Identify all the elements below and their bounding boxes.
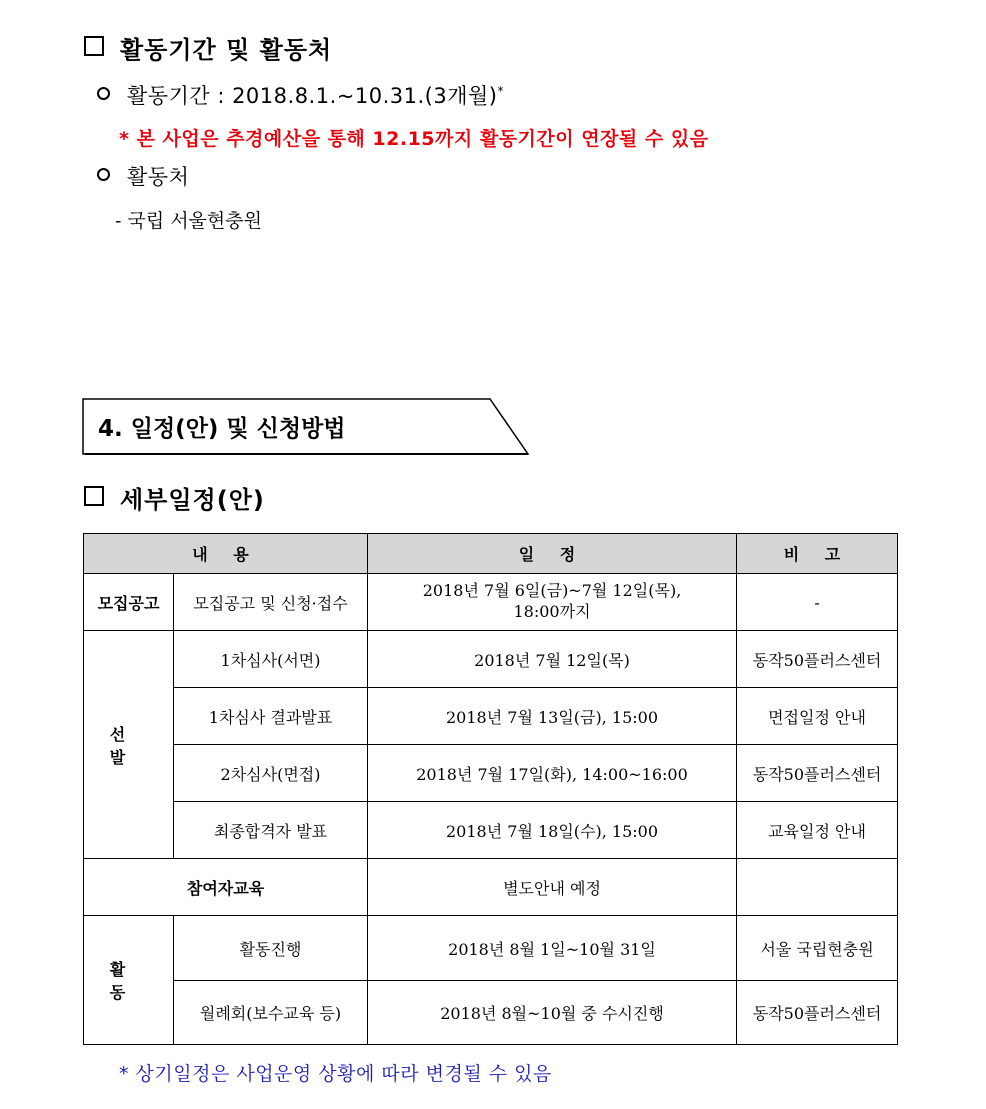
table-row (84, 802, 898, 859)
row-note: 면접일정 안내 (737, 688, 898, 745)
activity-period-mark: * (497, 84, 504, 98)
row-note: 동작50플러스센터 (737, 981, 898, 1045)
header-note: 비 고 (737, 534, 898, 574)
row-note: 동작50플러스센터 (737, 631, 898, 688)
group-recruit: 모집공고 (84, 574, 174, 631)
header-content: 내 용 (84, 534, 368, 574)
table-row (84, 859, 898, 916)
row-note: 동작50플러스센터 (737, 745, 898, 802)
row-date: 2018년 8월 1일~10월 31일 (368, 916, 737, 981)
row-note: 서울 국립현충원 (737, 916, 898, 981)
checkbox-square-icon (84, 36, 104, 56)
schedule-table (83, 533, 898, 1045)
checkbox-square-icon (84, 486, 104, 506)
table-row (84, 574, 898, 631)
schedule-title: 세부일정(안) (120, 486, 265, 514)
section-title-activity: 활동기간 및 활동처 (120, 36, 333, 64)
row-date: 별도안내 예정 (368, 859, 737, 916)
table-row (84, 631, 898, 688)
extension-note: * 본 사업은 추경예산을 통해 12.15까지 활동기간이 연장될 수 있음 (119, 128, 709, 150)
table-row (84, 688, 898, 745)
row-item: 활동진행 (174, 916, 368, 981)
circle-bullet-icon (97, 168, 110, 181)
section4-title: 4. 일정(안) 및 신청방법 (98, 416, 346, 442)
activity-place-item: - 국립 서울현충원 (115, 210, 262, 232)
row-date: 2018년 7월 12일(목) (368, 631, 737, 688)
row-date: 2018년 7월 17일(화), 14:00~16:00 (368, 745, 737, 802)
row-date: 2018년 7월 6일(금)~7월 12일(목), 18:00까지 (368, 574, 737, 631)
row-item-education: 참여자교육 (84, 859, 368, 916)
row-item: 모집공고 및 신청·접수 (174, 574, 368, 631)
row-note: - (737, 574, 898, 631)
row-date: 2018년 7월 13일(금), 15:00 (368, 688, 737, 745)
row-item: 2차심사(면접) (174, 745, 368, 802)
row-item: 월례회(보수교육 등) (174, 981, 368, 1045)
circle-bullet-icon (97, 87, 110, 100)
row-note: 교육일정 안내 (737, 802, 898, 859)
header-date: 일 정 (368, 534, 737, 574)
group-selection: 선 발 (84, 631, 174, 859)
schedule-footnote: * 상기일정은 사업운영 상황에 따라 변경될 수 있음 (119, 1063, 552, 1085)
row-date: 2018년 8월~10월 중 수시진행 (368, 981, 737, 1045)
row-note (737, 859, 898, 916)
table-row (84, 981, 898, 1045)
table-row (84, 745, 898, 802)
table-row (84, 916, 898, 981)
activity-period (127, 80, 504, 110)
row-item: 1차심사(서면) (174, 631, 368, 688)
table-header-row (84, 534, 898, 574)
row-item: 1차심사 결과발표 (174, 688, 368, 745)
group-activity: 활 동 (84, 916, 174, 1045)
row-date: 2018년 7월 18일(수), 15:00 (368, 802, 737, 859)
activity-place-label: 활동처 (127, 165, 190, 189)
row-item: 최종합격자 발표 (174, 802, 368, 859)
activity-period-text: 활동기간 : 2018.8.1.~10.31.(3개월) (127, 84, 498, 108)
